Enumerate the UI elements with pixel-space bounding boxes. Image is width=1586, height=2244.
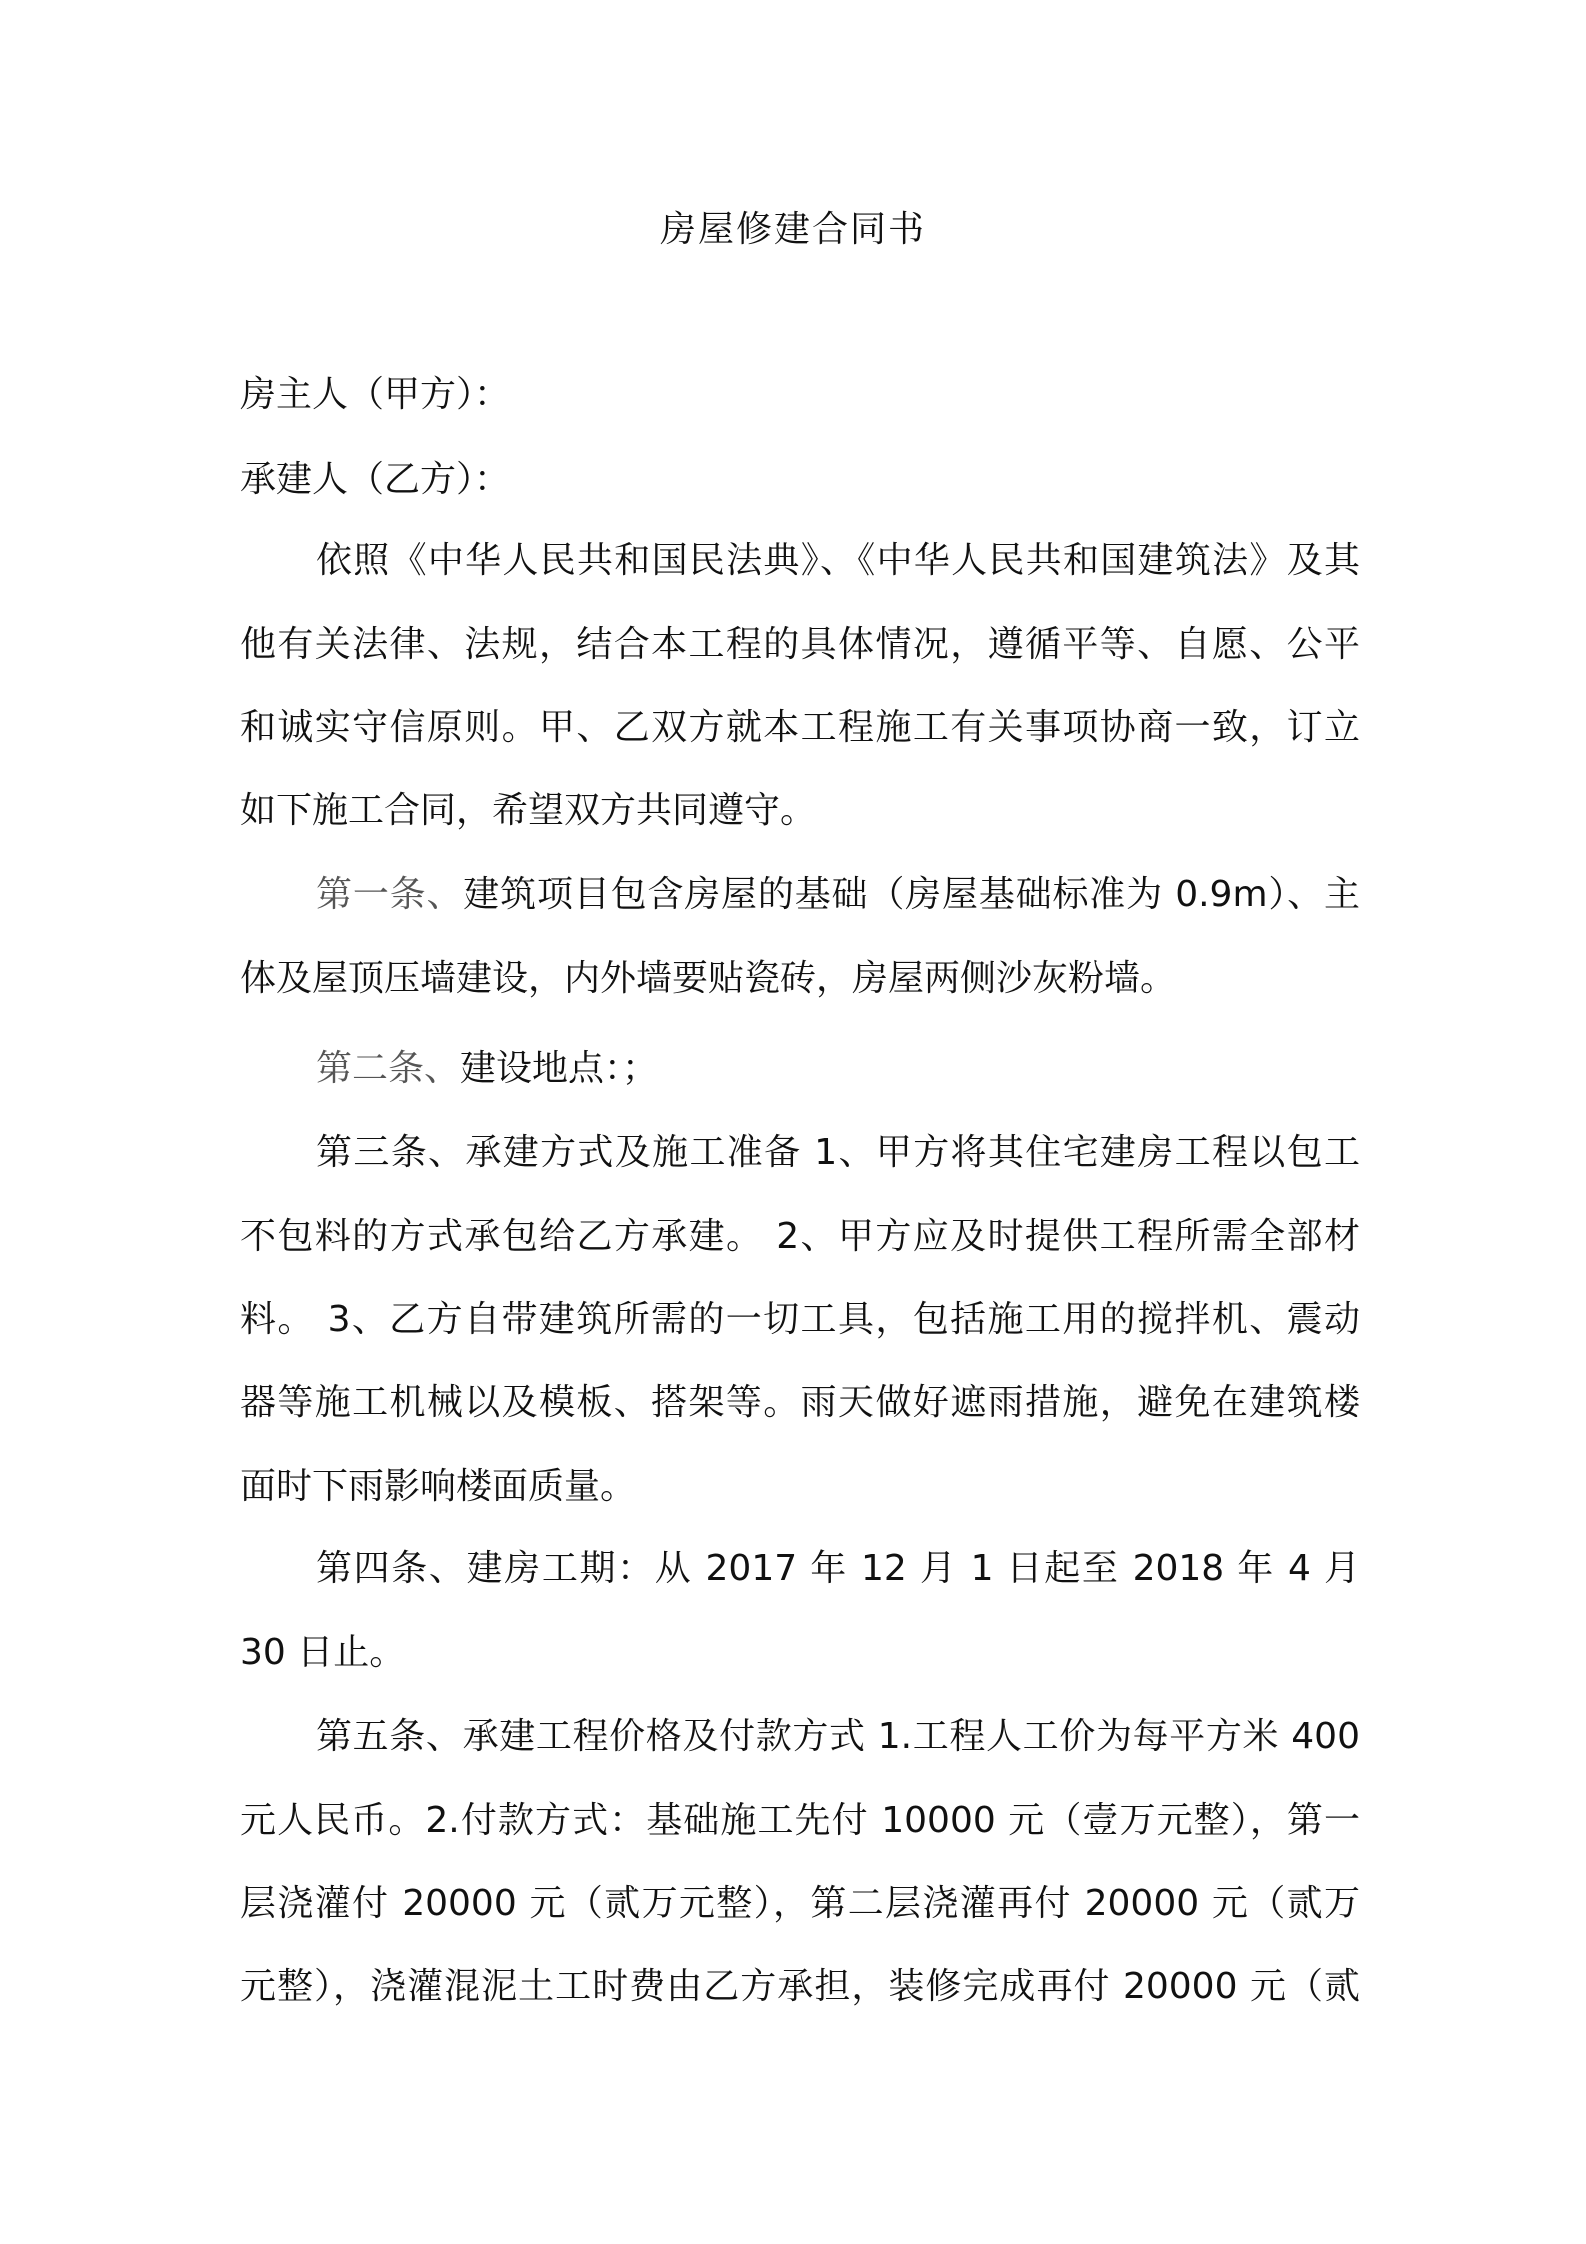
- document-title: 房屋修建合同书: [659, 209, 926, 250]
- party-b-label: 承建人（乙方）：: [240, 459, 511, 500]
- article-5-line-1: 第五条、承建工程价格及付款方式 1.工程人工价为每平方米 400: [316, 1716, 1360, 1757]
- article-5-line-2: 元人民币。2.付款方式：基础施工先付 10000 元（壹万元整），第一: [240, 1800, 1360, 1841]
- intro-line-4: 如下施工合同，希望双方共同遵守。: [240, 790, 817, 831]
- article-5-line-4: 元整），浇灌混泥土工时费由乙方承担，装修完成再付 20000 元（贰: [240, 1966, 1360, 2007]
- intro-line-3: 和诚实守信原则。甲、乙双方就本工程施工有关事项协商一致，订立: [240, 707, 1360, 748]
- article-2-heading: 第二条、: [316, 1048, 461, 1089]
- article-4-line-1: 第四条、建房工期：从 2017 年 12 月 1 日起至 2018 年 4 月: [316, 1548, 1360, 1589]
- article-3-line-3: 料。 3、乙方自带建筑所需的一切工具，包括施工用的搅拌机、震动: [240, 1299, 1360, 1340]
- article-2-line: [316, 1044, 1360, 1094]
- intro-line-1: 依照《中华人民共和国民法典》、《中华人民共和国建筑法》及其: [316, 540, 1360, 581]
- article-3-line-5: 面时下雨影响楼面质量。: [240, 1466, 637, 1507]
- article-2-text: 建设地点：；: [460, 1048, 659, 1089]
- article-3-line-2: 不包料的方式承包给乙方承建。 2、甲方应及时提供工程所需全部材: [240, 1216, 1360, 1257]
- article-4-line-2: 30 日止。: [240, 1632, 406, 1673]
- article-3-line-1: 第三条、承建方式及施工准备 1、甲方将其住宅建房工程以包工: [316, 1132, 1360, 1173]
- intro-line-2: 他有关法律、法规，结合本工程的具体情况，遵循平等、自愿、公平: [240, 624, 1360, 665]
- article-3-line-4: 器等施工机械以及模板、搭架等。雨天做好遮雨措施，避免在建筑楼: [240, 1382, 1360, 1423]
- article-1-line-2: 体及屋顶压墙建设，内外墙要贴瓷砖，房屋两侧沙灰粉墙。: [240, 958, 1177, 999]
- article-1-heading: 第一条、: [316, 874, 464, 915]
- party-a-label: 房主人（甲方）：: [240, 374, 511, 415]
- article-1-line-1: [316, 870, 1360, 920]
- article-5-line-3: 层浇灌付 20000 元（贰万元整），第二层浇灌再付 20000 元（贰万: [240, 1883, 1360, 1924]
- article-1-text-1: 建筑项目包含房屋的基础（房屋基础标准为 0.9m）、主: [463, 874, 1360, 915]
